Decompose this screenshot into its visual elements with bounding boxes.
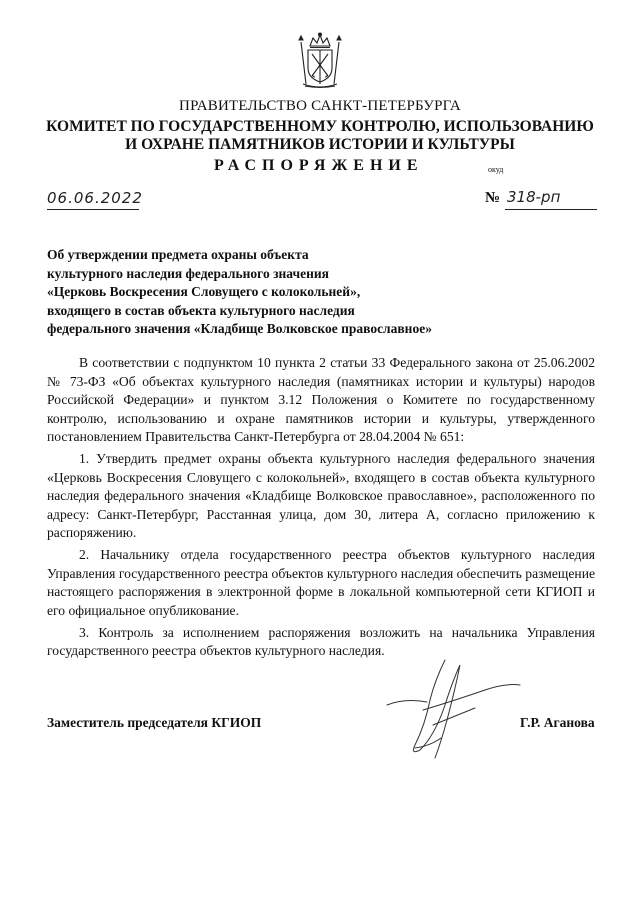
- government-heading: ПРАВИТЕЛЬСТВО САНКТ-ПЕТЕРБУРГА: [179, 98, 461, 114]
- body-item-2: 2. Начальнику отдела государственного реестра объектов культурного наследия Управления государственного реестра объектов культурного наследия обеспечить размещение настоящего распоряжения в электронной форме в локальной компьютерной сети КГИОП и его официальное опубликование.: [47, 547, 595, 618]
- document-date: [47, 189, 143, 211]
- committee-line-1: КОМИТЕТ ПО ГОСУДАРСТВЕННОМУ КОНТРОЛЮ, ИСПОЛЬЗОВАНИЮ: [46, 118, 594, 135]
- document-body: [47, 354, 595, 664]
- okud-label: окуд: [488, 165, 504, 174]
- body-item-1: 1. Утвердить предмет охраны объекта культурного наследия федерального значения «Церковь Воскресения Словущего с колокольней», входящего в состав объекта культурного наследия федерального значения «Кладбище Волковское православное», расположенного по адресу: Санкт-Петербург, Расстанная улица, дом 30, литера А, согласно приложению к распоряжению.: [47, 451, 595, 540]
- handwritten-signature: [375, 650, 525, 765]
- subject-line: федерального значения «Кладбище Волковское православное»: [47, 321, 432, 336]
- signatory-name: Г.Р. Аганова: [520, 715, 595, 730]
- number-sign: №: [485, 190, 501, 206]
- subject-line: входящего в состав объекта культурного наследия: [47, 302, 355, 318]
- date-handwritten: 06.06.2022: [47, 189, 143, 207]
- body-preamble: В соответствии с подпунктом 10 пункта 2 статьи 33 Федерального закона от 25.06.2002 № 73-ФЗ «Об объектах культурного наследия (памятниках истории и культуры) народов Российской Федерации» и пунктом 3.12 Положения о Комитете по государственному контролю, использованию и охране памятников истории и культуры, утвержденного постановлением Правительства Санкт-Петербурга от 28.04.2004 № 651:: [47, 355, 595, 444]
- document-type-title: РАСПОРЯЖЕНИЕ: [214, 157, 424, 174]
- date-underline: [47, 209, 139, 210]
- committee-line-2: И ОХРАНЕ ПАМЯТНИКОВ ИСТОРИИ И КУЛЬТУРЫ: [125, 136, 515, 153]
- body-item-3: 3. Контроль за исполнением распоряжения возложить на начальника Управления государственного реестра объектов культурного наследия.: [47, 624, 595, 658]
- number-underline: [505, 209, 597, 210]
- signatory-title: Заместитель председателя КГИОП: [47, 715, 262, 730]
- coat-of-arms-emblem: [293, 32, 347, 90]
- number-handwritten: 318-рп: [507, 188, 561, 206]
- committee-heading: [0, 118, 640, 154]
- subject-line: культурного наследия федерального значения: [47, 265, 329, 281]
- subject-line: «Церковь Воскресения Словущего с колокольней»,: [47, 284, 361, 299]
- document-subject: [47, 246, 432, 339]
- document-number: [485, 189, 595, 211]
- subject-line: Об утверждении предмета охраны объекта: [47, 247, 309, 262]
